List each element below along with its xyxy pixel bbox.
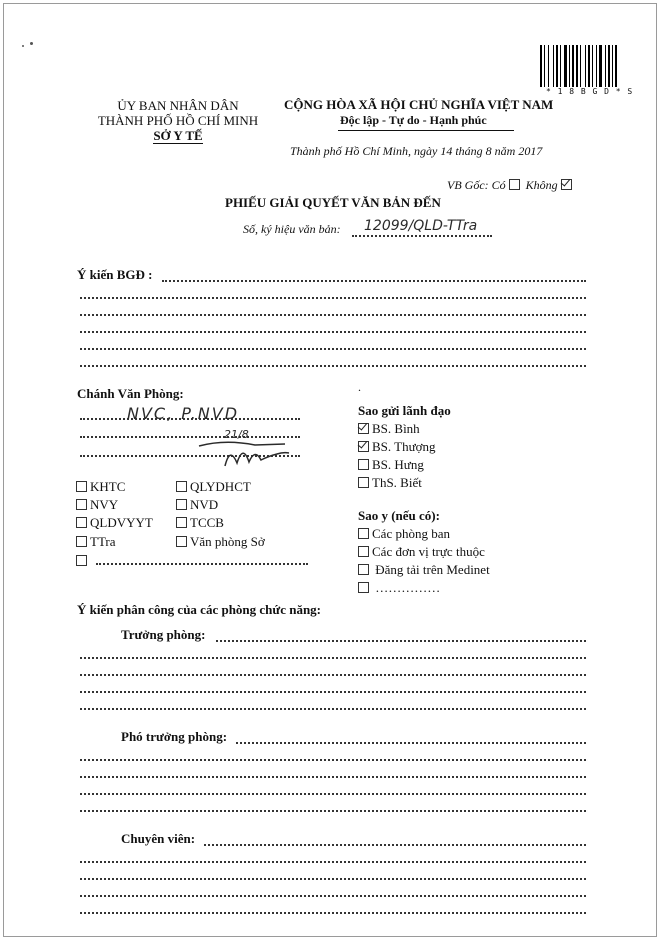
chuyen-vien-line bbox=[80, 895, 586, 897]
sao-y-label: Đăng tải trên Medinet bbox=[375, 562, 490, 577]
truong-phong-label: Trưởng phòng: bbox=[121, 627, 206, 642]
so-ky-hieu-label: Số, ký hiệu văn bản: bbox=[243, 222, 341, 236]
y-kien-bgd-label: Ý kiến BGĐ : bbox=[77, 267, 153, 282]
so-ky-hieu-dots bbox=[352, 235, 492, 237]
checkbox[interactable] bbox=[176, 536, 187, 547]
sao-gui-label: BS. Bình bbox=[372, 421, 420, 436]
sao-y-heading: Sao y (nếu có): bbox=[358, 508, 440, 523]
barcode-bar bbox=[596, 45, 597, 87]
barcode-bar bbox=[615, 45, 617, 87]
cvp-handwritten-date: 21/8 bbox=[224, 428, 249, 441]
truong-phong-line bbox=[216, 640, 586, 642]
barcode-bar bbox=[612, 45, 613, 87]
dept-other-line bbox=[96, 563, 308, 565]
sao-y-item[interactable] bbox=[358, 525, 490, 543]
barcode-bar bbox=[553, 45, 554, 87]
agency-line-2: THÀNH PHỐ HỒ CHÍ MINH bbox=[97, 113, 259, 128]
sao-gui-label: BS. Hưng bbox=[372, 457, 424, 472]
chanh-van-phong-label: Chánh Văn Phòng: bbox=[77, 386, 184, 401]
checkbox[interactable] bbox=[358, 546, 369, 557]
vb-goc-field bbox=[447, 178, 575, 193]
barcode-bar bbox=[580, 45, 581, 87]
dept-label: NVD bbox=[190, 497, 219, 513]
dept-tccb[interactable] bbox=[176, 514, 265, 532]
checkbox[interactable] bbox=[76, 481, 87, 492]
dept-qldvyyt[interactable] bbox=[76, 514, 153, 532]
dept-label: QLYDHCT bbox=[190, 479, 251, 494]
agency-line-1: ỦY BAN NHÂN DÂN bbox=[117, 98, 239, 113]
barcode-bar bbox=[599, 45, 602, 87]
bgd-line bbox=[80, 314, 586, 316]
sao-y-label: Các đơn vị trực thuộc bbox=[372, 544, 485, 559]
barcode-bar bbox=[592, 45, 593, 87]
dept-other[interactable] bbox=[76, 552, 90, 570]
checkbox[interactable] bbox=[358, 459, 369, 470]
dept-nvd[interactable] bbox=[176, 496, 265, 514]
barcode-bar bbox=[569, 45, 570, 87]
vb-goc-khong-label: Không bbox=[525, 178, 558, 192]
bgd-line bbox=[80, 297, 586, 299]
barcode-bar bbox=[588, 45, 590, 87]
stray-dot: . bbox=[358, 380, 361, 394]
checkbox[interactable] bbox=[176, 481, 187, 492]
checkbox[interactable] bbox=[76, 499, 87, 510]
barcode-bar bbox=[544, 45, 545, 87]
dept-label: NVY bbox=[90, 497, 119, 513]
barcode bbox=[540, 45, 640, 87]
checkbox-checked[interactable] bbox=[358, 423, 369, 434]
date-line: Thành phố Hồ Chí Minh, ngày 14 tháng 8 năm 2017 bbox=[290, 144, 543, 158]
checkbox[interactable] bbox=[76, 555, 87, 566]
sao-y-item[interactable] bbox=[358, 579, 490, 597]
sao-y-item[interactable] bbox=[358, 543, 490, 561]
phan-cong-heading: Ý kiến phân công của các phòng chức năng: bbox=[77, 602, 322, 617]
sao-gui-heading: Sao gửi lãnh đạo bbox=[358, 403, 451, 418]
sao-gui-label: BS. Thượng bbox=[372, 439, 436, 454]
chuyen-vien-line bbox=[80, 912, 586, 914]
national-motto: Độc lập - Tự do - Hạnh phúc bbox=[340, 113, 487, 127]
barcode-bar bbox=[572, 45, 574, 87]
national-title: CỘNG HÒA XÃ HỘI CHỦ NGHĨA VIỆT NAM bbox=[284, 97, 554, 112]
chuyen-vien-line bbox=[80, 861, 586, 863]
checkbox[interactable] bbox=[76, 517, 87, 528]
dept-ttra[interactable] bbox=[76, 533, 153, 551]
vb-goc-label: VB Gốc: Có bbox=[447, 178, 506, 192]
truong-phong-line bbox=[80, 657, 586, 659]
dept-label: KHTC bbox=[90, 479, 126, 494]
barcode-bar bbox=[540, 45, 542, 87]
agency-name: SỞ Y TẾ bbox=[153, 128, 203, 143]
barcode-bar bbox=[564, 45, 567, 87]
cvp-handwritten-note: NVC, P.NVD bbox=[127, 404, 240, 423]
sao-gui-item[interactable] bbox=[358, 420, 436, 438]
checkbox[interactable] bbox=[176, 517, 187, 528]
dept-label: TTra bbox=[90, 533, 116, 549]
checkbox[interactable] bbox=[176, 499, 187, 510]
form-title: PHIẾU GIẢI QUYẾT VĂN BẢN ĐẾN bbox=[225, 195, 441, 210]
checkbox[interactable] bbox=[358, 564, 369, 575]
dept-khtc[interactable] bbox=[76, 478, 153, 496]
barcode-bar bbox=[576, 45, 578, 87]
vb-goc-co-checkbox[interactable] bbox=[509, 179, 520, 190]
sao-y-item[interactable] bbox=[358, 561, 490, 579]
agency-header bbox=[88, 98, 268, 144]
scan-speck bbox=[30, 42, 33, 45]
dept-qlydhct[interactable] bbox=[176, 478, 265, 496]
sao-gui-item[interactable] bbox=[358, 438, 436, 456]
so-ky-hieu-handwritten: 12099/QLD-TTra bbox=[364, 218, 478, 234]
barcode-bar bbox=[556, 45, 558, 87]
truong-phong-line bbox=[80, 674, 586, 676]
sao-y-list bbox=[358, 525, 490, 597]
motto-underline bbox=[338, 130, 514, 131]
dept-label: QLDVYYT bbox=[90, 515, 153, 531]
dept-nvy[interactable] bbox=[76, 496, 153, 514]
truong-phong-line bbox=[80, 708, 586, 710]
sao-gui-item[interactable] bbox=[358, 474, 436, 492]
checkbox[interactable] bbox=[358, 528, 369, 539]
dept-label: TCCB bbox=[190, 515, 224, 531]
dept-van-phong-so[interactable] bbox=[176, 533, 265, 551]
barcode-bar bbox=[605, 45, 606, 87]
barcode-text: * 1 8 B G D * S bbox=[546, 87, 634, 96]
chuyen-vien-line bbox=[80, 878, 586, 880]
pho-truong-phong-line bbox=[80, 810, 586, 812]
pho-truong-phong-line bbox=[80, 793, 586, 795]
truong-phong-line bbox=[80, 691, 586, 693]
checkbox-checked[interactable] bbox=[358, 441, 369, 452]
bgd-line bbox=[80, 365, 586, 367]
department-col-2 bbox=[176, 478, 265, 551]
checkbox[interactable] bbox=[76, 536, 87, 547]
bgd-line bbox=[162, 280, 586, 282]
pho-truong-phong-line bbox=[236, 742, 586, 744]
chuyen-vien-label: Chuyên viên: bbox=[121, 831, 196, 846]
bgd-line bbox=[80, 348, 586, 350]
barcode-bar bbox=[608, 45, 610, 87]
barcode-bar bbox=[560, 45, 561, 87]
scan-speck bbox=[22, 45, 24, 47]
barcode-bar bbox=[548, 45, 549, 87]
signature bbox=[185, 436, 295, 468]
sao-gui-label: ThS. Biết bbox=[372, 475, 422, 490]
pho-truong-phong-line bbox=[80, 776, 586, 778]
sao-gui-item[interactable] bbox=[358, 456, 436, 474]
sao-y-label: …………… bbox=[375, 580, 441, 595]
pho-truong-phong-label: Phó trưởng phòng: bbox=[121, 729, 228, 744]
sao-y-label: Các phòng ban bbox=[372, 526, 450, 541]
barcode-bar bbox=[585, 45, 586, 87]
bgd-line bbox=[80, 331, 586, 333]
checkbox[interactable] bbox=[358, 582, 369, 593]
vb-goc-khong-checkbox[interactable] bbox=[561, 179, 572, 190]
dept-label: Văn phòng Sở bbox=[190, 533, 265, 549]
checkbox[interactable] bbox=[358, 477, 369, 488]
department-col-1 bbox=[76, 478, 153, 551]
pho-truong-phong-line bbox=[80, 759, 586, 761]
chuyen-vien-line bbox=[204, 844, 586, 846]
sao-gui-list bbox=[358, 420, 436, 492]
